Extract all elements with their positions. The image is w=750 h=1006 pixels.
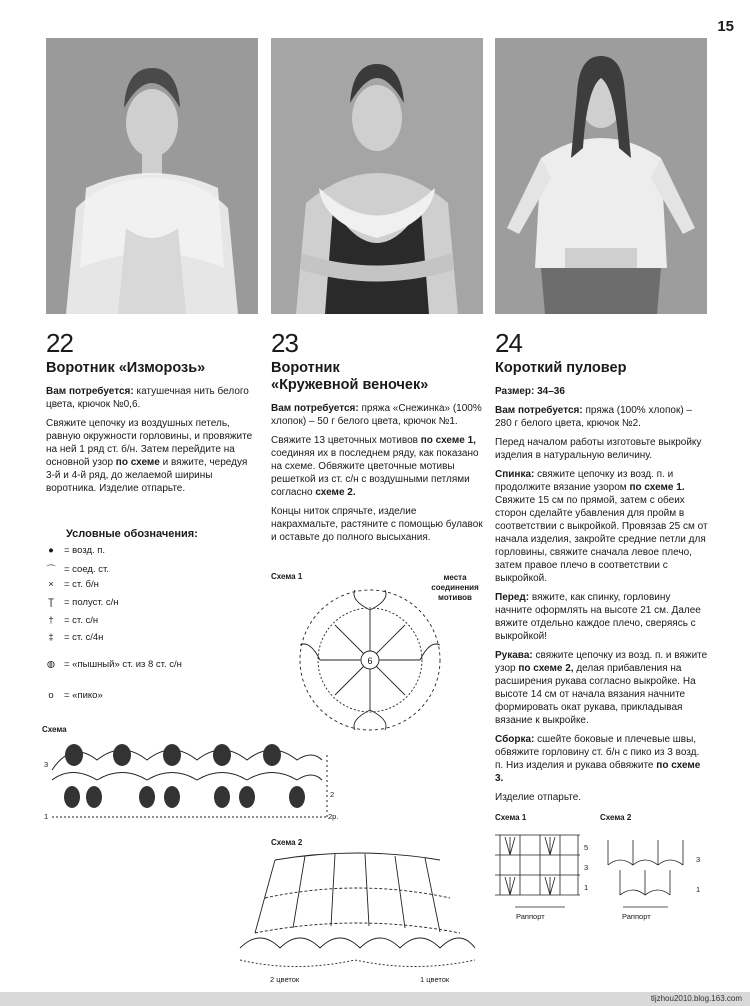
body-text: Свяжите 15 см по прямой, затем с обеих сторон сделайте убавления для пройм в соответствии с выкройкой. Провязав 25 см от начала изделия, закройте средние петли для горловины, свяжите сначала левое плечо, затем правое плечо в соответствии с выкройкой.: [495, 495, 708, 584]
pattern-number: 23: [271, 328, 298, 358]
body-text: делая прибавления на расширения рукава согласно выкройке. На высоте 14 см от начала вязания начните формировать окат рукава, прикладывая вязание к выкройке.: [495, 663, 696, 726]
double-crochet-icon: †: [48, 615, 54, 626]
legend-text: = полуст. с/н: [64, 597, 119, 608]
body-text: соединяя их в последнем ряду, как показано на схеме. Обвяжите цветочные мотивы решеткой из ст. с/н с воздушными петлями согласно: [271, 448, 479, 498]
legend-text: = ст. с/н: [64, 615, 99, 626]
needs-label: Вам потребуется:: [495, 405, 583, 416]
scheme-22-row-2: 2: [330, 790, 335, 799]
final-text: Изделие отпарьте.: [495, 792, 582, 803]
scheme-24-1-row-5: 5: [584, 843, 589, 852]
legend-row: [42, 579, 99, 590]
body-bold: схеме 2.: [315, 487, 356, 498]
pattern-22: [46, 330, 258, 501]
sleeve-label: Рукава:: [495, 650, 533, 661]
front-label: Перед:: [495, 592, 530, 603]
legend-row: [42, 562, 109, 576]
scheme-24-2-label: Схема 2: [600, 813, 632, 822]
body-text: Концы ниток спрячьте, изделие накрахмальте, растяните с помощью булавок и оставьте до полного высыхания.: [271, 506, 483, 543]
footer-bar: [0, 992, 750, 1006]
pattern-23: [271, 330, 483, 550]
size-label: Размер: 34–36: [495, 386, 565, 397]
scheme-23-1-label: Схема 1: [271, 572, 303, 581]
scheme-23-motif: [290, 580, 450, 740]
watermark: tljzhou2010.blog.163.com: [650, 994, 742, 1003]
scheme-22-row-1: 1: [44, 812, 49, 821]
pattern-title: Воротник «Изморозь»: [46, 360, 206, 376]
body-text: свяжите цепочку из возд. п. и продолжите вязание узором: [495, 469, 674, 493]
pattern-number: 22: [46, 328, 73, 358]
body-bold: по схеме 3.: [495, 760, 701, 784]
single-crochet-icon: ×: [48, 579, 54, 590]
scheme-22-label: Схема: [42, 725, 67, 734]
scheme-24-1-row-3: 3: [584, 863, 589, 872]
body-bold: по схеме 1.: [629, 482, 685, 493]
body-text: Свяжите цепочку из воздушных петель, равную окружности горловины, и провяжите на ней 1 ряд ст. б/н. Затем перейдите на основной узор: [46, 418, 253, 468]
flower-1-label: 1 цветок: [420, 975, 450, 984]
assembly-label: Сборка:: [495, 734, 535, 745]
body-bold: по схеме: [115, 457, 160, 468]
legend-row: [42, 690, 103, 701]
legend-row: [42, 545, 105, 556]
scheme-22-row-2p: 2р.: [328, 812, 339, 821]
body-text: свяжите цепочку из возд. п. и вяжите узор: [495, 650, 708, 674]
legend-text: = соед. ст.: [64, 563, 109, 575]
legend-text: = «пико»: [64, 690, 103, 701]
pattern-title-line1: Воротник: [271, 360, 340, 376]
chain-icon: ●: [48, 545, 54, 556]
needs-label: Вам потребуется:: [46, 386, 134, 397]
needs-label: Вам потребуется:: [271, 403, 359, 414]
legend-text: = «пышный» ст. из 8 ст. с/н: [64, 659, 182, 670]
legend-text: = ст. с/4н: [64, 632, 104, 643]
scheme-23-note: места соединения мотивов: [431, 573, 479, 602]
legend-text: = ст. б/н: [64, 579, 99, 590]
legend-title: Условные обозначения:: [66, 528, 198, 540]
scheme-22-diagram: [42, 735, 342, 830]
scheme-23-2-label: Схема 2: [271, 838, 303, 847]
legend-row: [42, 659, 182, 670]
slip-stitch-icon: ⌒: [46, 565, 56, 576]
needs-text: пряжа (100% хлопок) – 280 г белого цвета, крючок №2.: [495, 405, 693, 429]
picot-icon: o: [48, 690, 54, 701]
body-text-2: и вяжите, чередуя 3-й и 4-й ряд, до желаемой ширины воротника. Изделие отпарьте.: [46, 457, 248, 494]
pattern-number: 24: [495, 328, 522, 358]
legend-text: = возд. п.: [64, 545, 106, 556]
scheme-24-2-row-3: 3: [696, 855, 701, 864]
needs-text: пряжа «Снежинка» (100% хлопок) – 50 г белого цвета, крючок №1.: [271, 403, 482, 427]
photo-short-pullover: [495, 38, 707, 314]
scheme-24-2-row-1: 1: [696, 885, 701, 894]
photo-collar-frost: [46, 38, 258, 314]
intro-text: Перед началом работы изготовьте выкройку изделия в натуральную величину.: [495, 437, 702, 461]
quad-treble-icon: ‡: [48, 632, 54, 643]
scheme-22-row-3: 3: [44, 760, 49, 769]
pattern-title-line2: «Кружевной веночек»: [271, 377, 429, 393]
legend-row: [42, 597, 119, 608]
legend-row: [42, 615, 98, 626]
legend-row: [42, 632, 103, 643]
back-label: Спинка:: [495, 469, 535, 480]
body-text: сшейте боковые и плечевые швы, обвяжите горловину ст. б/н с пико из 3 возд. п. Низ изделия и рукава обвяжите: [495, 734, 700, 771]
scheme-24-2-diagram: [598, 825, 693, 915]
scheme-24-1-row-1: 1: [584, 883, 589, 892]
body-text: Свяжите 13 цветочных мотивов: [271, 435, 421, 446]
flower-2-label: 2 цветок: [270, 975, 300, 984]
page-number: 15: [717, 18, 734, 35]
scheme-23-2-diagram: [235, 848, 480, 978]
puff-stitch-icon: ◍: [46, 659, 56, 670]
photo-lace-wreath: [271, 38, 483, 314]
body-bold: по схеме 2,: [518, 663, 574, 674]
motif-center: 6: [367, 656, 373, 666]
scheme-24-1-rapport: Раппорт: [516, 912, 545, 921]
body-text: вяжите, как спинку, горловину начните оформлять на высоте 21 см. Далее вяжите отдельно каждое плечо, сверяясь с выкройкой!: [495, 592, 701, 642]
pattern-24: [495, 330, 709, 810]
needs-text: катушечная нить белого цвета, крючок №0,6.: [46, 386, 249, 410]
body-bold: по схеме 1,: [420, 435, 476, 446]
pattern-title: Короткий пуловер: [495, 360, 627, 376]
scheme-24-1-label: Схема 1: [495, 813, 527, 822]
half-double-icon: Ţ: [48, 597, 54, 608]
scheme-24-1-diagram: [490, 825, 585, 915]
scheme-24-2-rapport: Раппорт: [622, 912, 651, 921]
